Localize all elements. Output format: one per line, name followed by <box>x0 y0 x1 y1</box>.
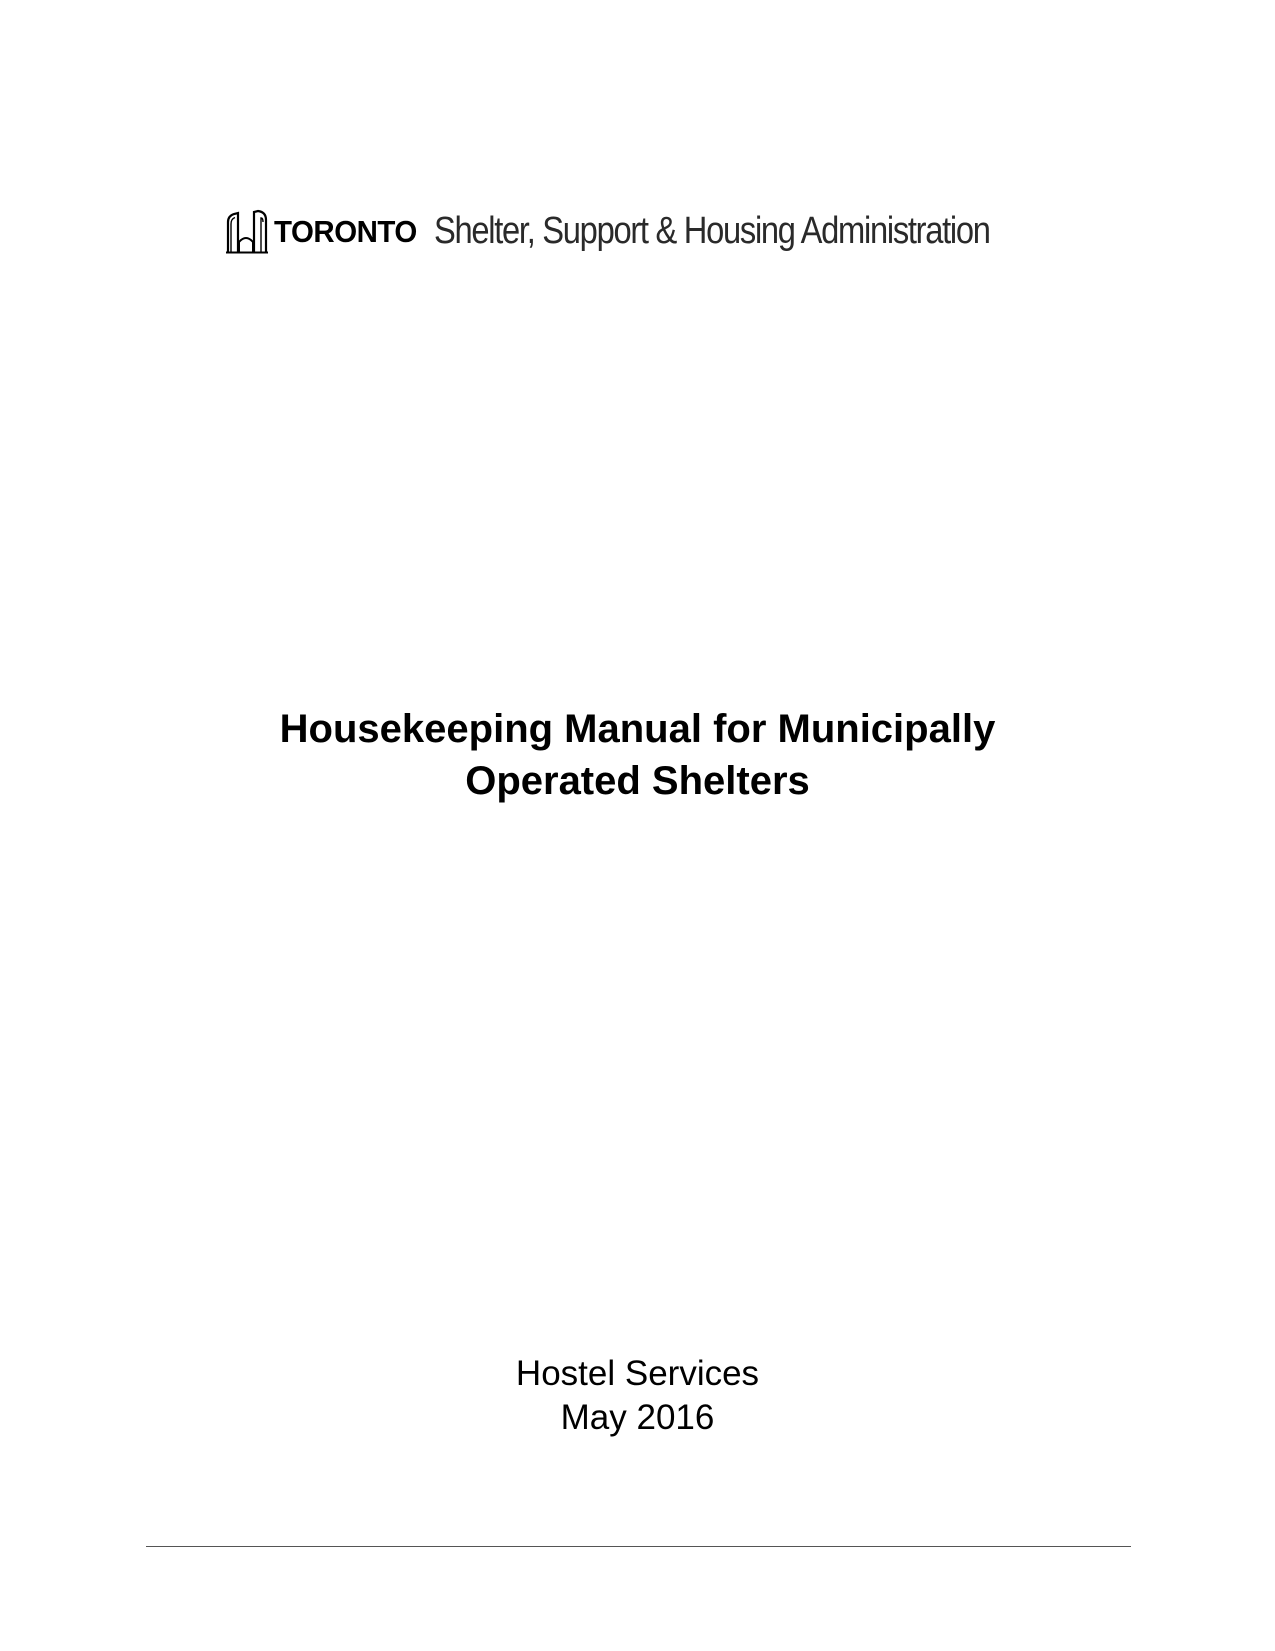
publication-date: May 2016 <box>560 1398 715 1437</box>
document-title <box>0 703 1275 807</box>
publisher-block <box>0 1352 1275 1440</box>
title-line-2: Operated Shelters <box>465 759 810 803</box>
footer-divider <box>146 1546 1131 1547</box>
logo-wordmark: TORONTO <box>274 213 417 249</box>
division-name: Shelter, Support & Housing Administration <box>434 210 991 252</box>
city-hall-icon <box>226 208 268 254</box>
department-name: Hostel Services <box>515 1354 760 1393</box>
title-line-1: Housekeeping Manual for Municipally <box>279 707 996 751</box>
page-header <box>226 206 1081 256</box>
